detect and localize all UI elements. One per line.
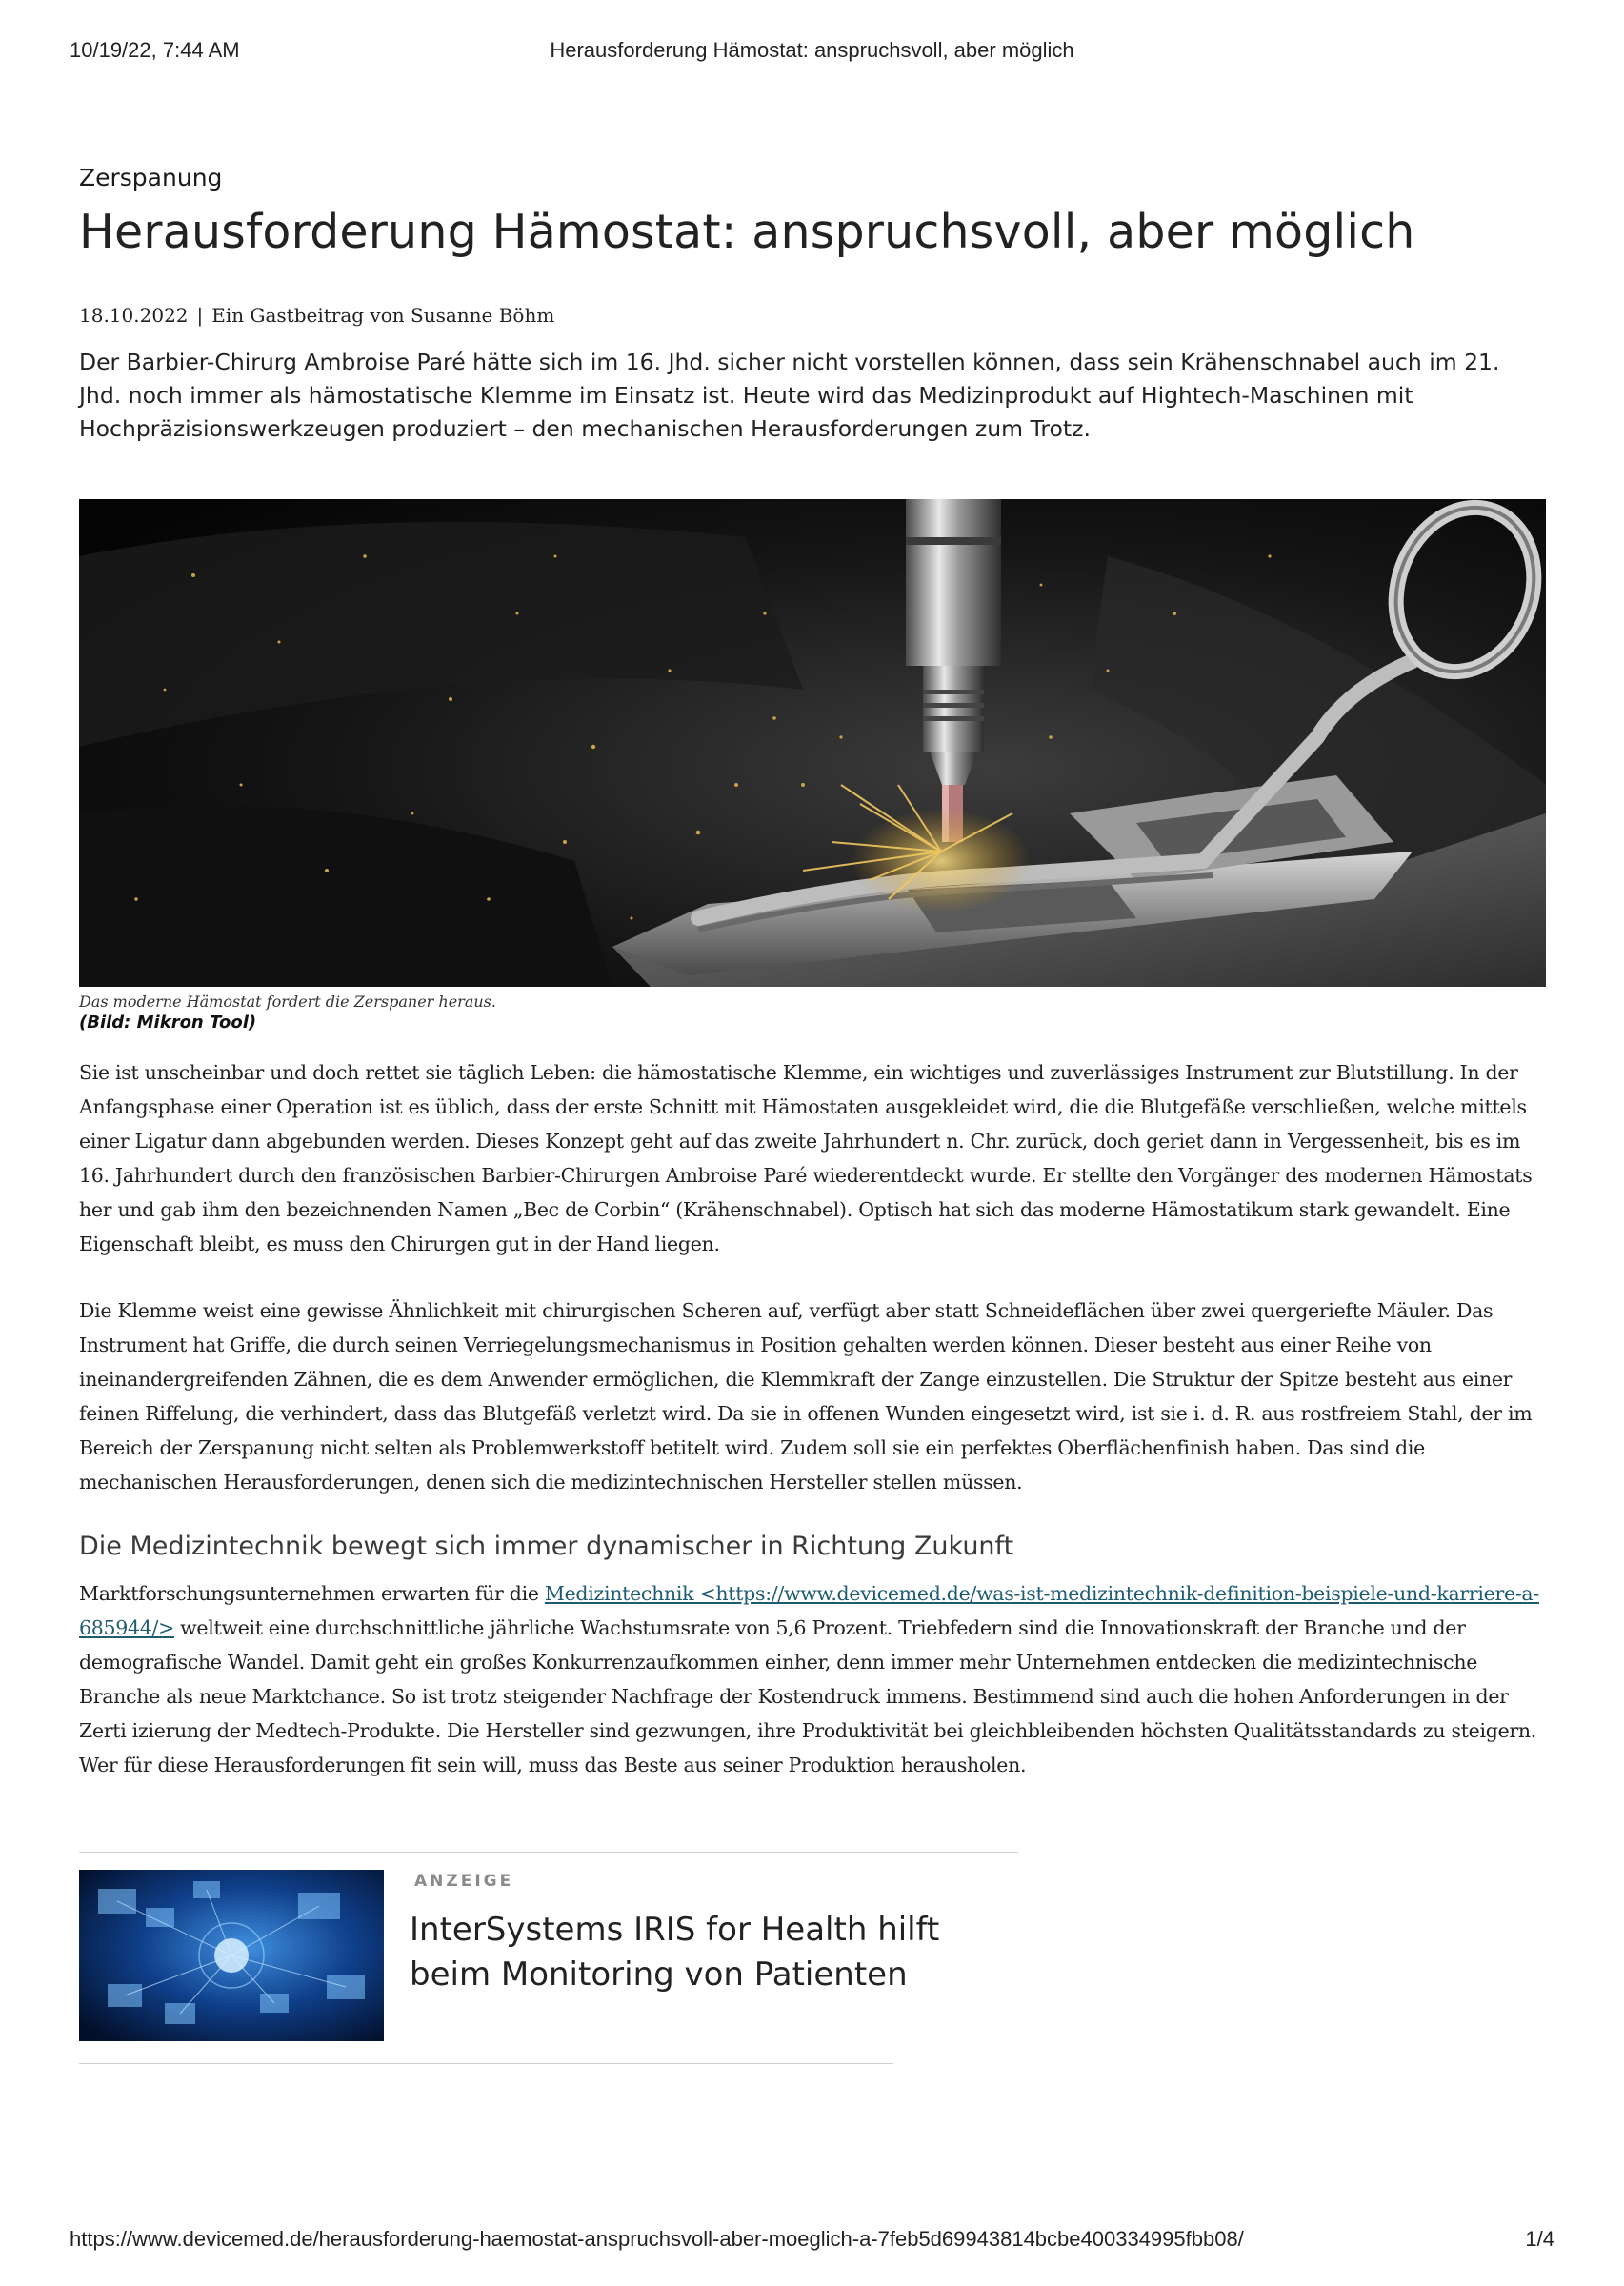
- ad-label: ANZEIGE: [414, 1872, 514, 1891]
- article-meta: [79, 304, 1546, 327]
- article-date: 18.10.2022: [79, 304, 189, 327]
- image-credit: (Bild: Mikron Tool): [79, 1013, 257, 1033]
- hemostat-milling-illustration: [79, 499, 1546, 987]
- article-paragraph-3: [79, 1576, 1546, 1782]
- article-hero-image: [79, 499, 1546, 987]
- image-caption-text: Das moderne Hämostat fordert die Zerspaner heraus.: [79, 993, 496, 1011]
- meta-separator: |: [196, 304, 204, 327]
- article-paragraph-2: Die Klemme weist eine gewisse Ähnlichkeit mit chirurgischen Scheren auf, verfügt aber statt Schneideflächen über zwei quergeriefte Mäuler. Das Instrument hat Griffe, die durch seinen Verriegelungsmechanismus in Position gehalten werden können. Dieser besteht aus einer Reihe von ineinandergreifenden Zähnen, die es dem Anwender ermöglichen, die Klemmkraft der Zange einzustellen. Die Struktur der Spitze besteht aus einer feinen Riffelung, die verhindert, dass das Blutgefäß verletzt wird. Da sie in offenen Wunden eingesetzt wird, ist sie i. d. R. aus rostfreiem Stahl, der im Bereich der Zerspanung nicht selten als Problemwerkstoff betitelt wird. Zudem soll sie ein perfektes Oberflächenfinish haben. Das sind die mechanischen Herausforderungen, denen sich die medizintechnischen Hersteller stellen müssen.: [79, 1299, 1533, 1494]
- advertisement-teaser[interactable]: [79, 1852, 1018, 2064]
- ad-divider-top: [79, 1852, 1018, 1853]
- article-paragraph-1: Sie ist unscheinbar und doch rettet sie täglich Leben: die hämostatische Klemme, ein wichtiges und zuverlässiges Instrument zur Blutstillung. In der Anfangsphase einer Operation ist es üblich, dass der erste Schnitt mit Hämostaten ausgekleidet wird, die die Blutgefäße verschließen, welche mittels einer Ligatur dann abgebunden werden. Dieses Konzept geht auf das zweite Jahrhundert n. Chr. zurück, doch geriet dann in Vergessenheit, bis es im 16. Jahrhundert durch den französischen Barbier-Chirurgen Ambroise Paré wiederentdeckt wurde. Er stellte den Vorgänger des modernen Hämostats her und gab ihm den bezeichnenden Namen „Bec de Corbin“ (Krähenschnabel). Optisch hat sich das moderne Hämostatikum stark gewandelt. Eine Eigenschaft bleibt, es muss den Chirurgen gut in der Hand liegen.: [79, 1061, 1533, 1255]
- article: [79, 164, 1546, 1782]
- print-url: https://www.devicemed.de/herausforderung-haemostat-anspruchsvoll-aber-moeglich-a-7feb5d69943814bcbe400334995fbb08/: [70, 2227, 1244, 2251]
- image-caption: [79, 993, 1546, 1033]
- print-page-title: Herausforderung Hämostat: anspruchsvoll, aber möglich: [550, 38, 1074, 62]
- paragraph-3-text: weltweit eine durchschnittliche jährliche Wachstumsrate von 5,6 Prozent. Triebfedern sind die Innovationskraft der Branche und der demografische Wandel. Damit geht ein großes Konkurrenzaufkommen einher, denn immer mehr Unternehmen entdecken die medizintechnische Branche als neue Marktchance. So ist trotz steigender Nachfrage der Kostendruck immens. Bestimmend sind auch die hohen Anforderungen in der Zerti izierung der Medtech-Produkte. Die Hersteller sind gezwungen, ihre Produktivität bei gleichbleibenden höchsten Qualitätsstandards zu steigern. Wer für diese Herausforderungen fit sein will, muss das Beste aus seiner Produktion herausholen.: [79, 1616, 1537, 1776]
- print-datetime: 10/19/22, 7:44 AM: [70, 38, 240, 62]
- article-category[interactable]: Zerspanung: [79, 164, 223, 191]
- article-subheading: Die Medizintechnik bewegt sich immer dynamischer in Richtung Zukunft: [79, 1532, 1014, 1561]
- article-author: Ein Gastbeitrag von Susanne Böhm: [211, 304, 555, 327]
- ad-divider-bottom: [79, 2063, 893, 2064]
- ad-content[interactable]: [79, 1870, 1018, 2055]
- medizintechnik-link[interactable]: Medizintechnik <https://www.devicemed.de/was-ist-medizintechnik-definition-beispiele-und-karriere-a-685944/>: [79, 1582, 1539, 1639]
- article-lead: Der Barbier-Chirurg Ambroise Paré hätte sich im 16. Jhd. sicher nicht vorstellen können, dass sein Krähenschnabel auch im 21. Jhd. noch immer als hämostatische Klemme im Einsatz ist. Heute wird das Medizinprodukt auf Hightech-Maschinen mit Hochpräzisionswerkzeugen produziert – den mechanischen Herausforderungen zum Trotz.: [79, 349, 1500, 442]
- ad-title-link[interactable]: InterSystems IRIS for Health hilft beim Monitoring von Patienten: [410, 1911, 940, 1994]
- print-page-number: 1/4: [1525, 2227, 1554, 2251]
- ad-thumbnail-image[interactable]: [79, 1870, 384, 2041]
- article-headline: Herausforderung Hämostat: anspruchsvoll, aber möglich: [79, 205, 1415, 259]
- network-health-illustration: [79, 1870, 384, 2041]
- paragraph-3-lead-text: Marktforschungsunternehmen erwarten für die: [79, 1582, 545, 1605]
